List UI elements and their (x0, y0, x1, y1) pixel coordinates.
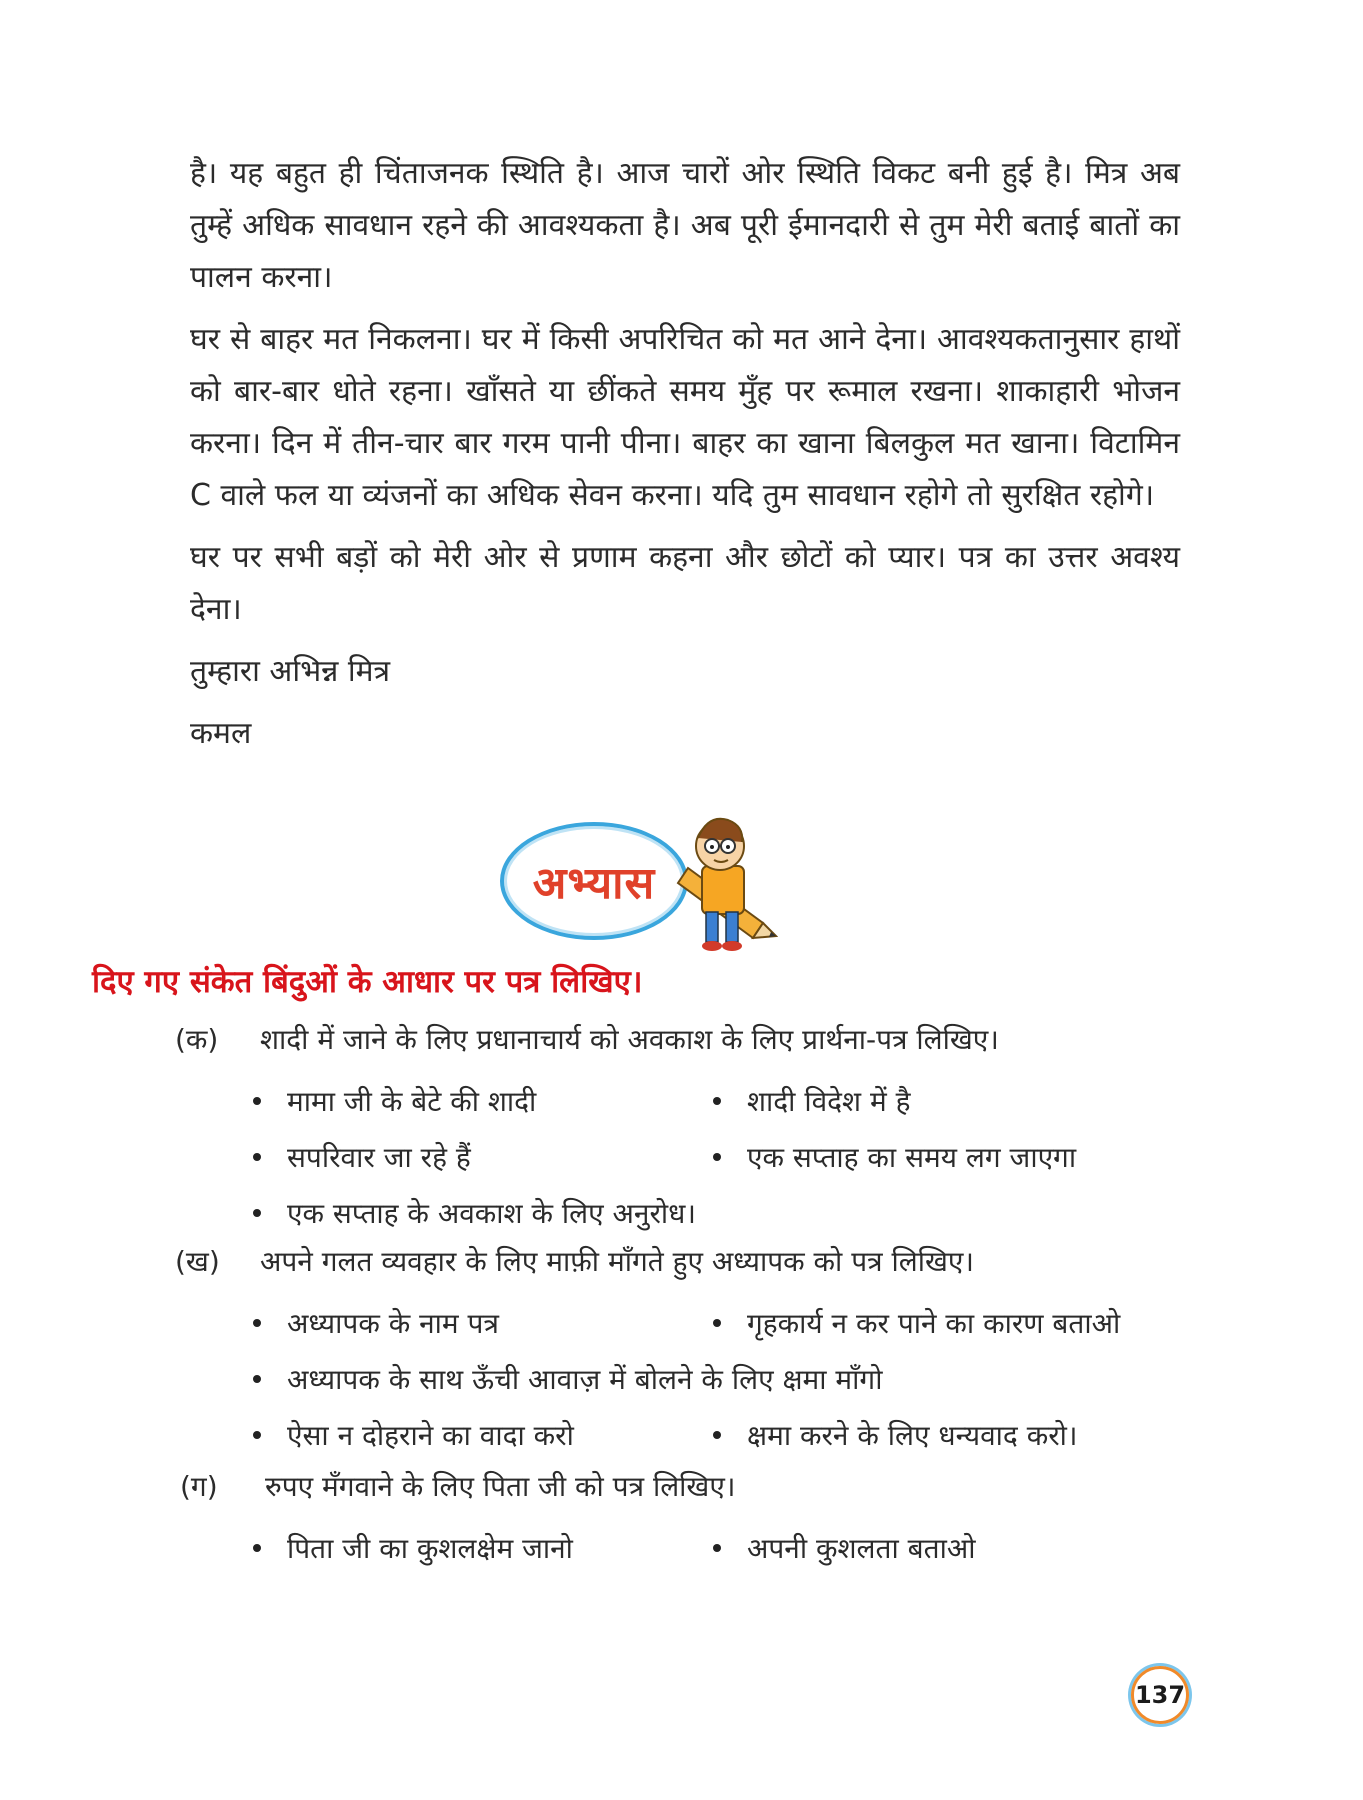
bullet-icon (713, 1431, 721, 1439)
letter-closing: तुम्हारा अभिन्न मित्र (190, 654, 391, 689)
exercise-instruction: दिए गए संकेत बिंदुओं के आधार पर पत्र लिखिए। (92, 964, 643, 1000)
exercise-badge (500, 822, 688, 940)
list-item: गृहकार्य न कर पाने का कारण बताओ (713, 1304, 1120, 1342)
bullet-icon (713, 1544, 721, 1552)
bullet-icon (253, 1209, 261, 1217)
bullet-icon (713, 1153, 721, 1161)
question-label: (ग) (180, 1470, 218, 1503)
bullet-icon (253, 1319, 261, 1327)
exercise-header (500, 808, 780, 958)
bullet-icon (253, 1097, 261, 1105)
bullet-icon (713, 1097, 721, 1105)
letter-body (190, 148, 1180, 770)
list-item: पिता जी का कुशलक्षेम जानो (253, 1529, 713, 1567)
list-item: अध्यापक के नाम पत्र (253, 1304, 713, 1342)
question-ka (175, 1015, 1076, 1241)
question-text: शादी में जाने के लिए प्रधानाचार्य को अवकाश के लिए प्रार्थना-पत्र लिखिए। (260, 1023, 999, 1056)
letter-paragraph-3: घर पर सभी बड़ों को मेरी ओर से प्रणाम कहना और छोटों को प्यार। पत्र का उत्तर अवश्य देना। (190, 540, 1180, 627)
question-text: अपने गलत व्यवहार के लिए माफ़ी माँगते हुए अध्यापक को पत्र लिखिए। (260, 1245, 974, 1278)
question-label: (क) (175, 1023, 219, 1056)
question-kha (175, 1237, 1120, 1463)
hint-list (253, 1073, 1076, 1241)
question-ga (180, 1462, 975, 1576)
list-item: मामा जी के बेटे की शादी (253, 1082, 713, 1120)
letter-signature: कमल (190, 716, 252, 751)
list-item: एक सप्ताह के अवकाश के लिए अनुरोध। (253, 1194, 696, 1232)
list-item: एक सप्ताह का समय लग जाएगा (713, 1138, 1076, 1176)
list-item: ऐसा न दोहराने का वादा करो (253, 1416, 713, 1454)
bullet-icon (253, 1544, 261, 1552)
question-label: (ख) (175, 1245, 220, 1278)
exercise-title: अभ्यास (532, 858, 656, 909)
bullet-icon (253, 1431, 261, 1439)
hint-list (253, 1295, 1120, 1463)
question-text: रुपए मँगवाने के लिए पिता जी को पत्र लिखिए। (265, 1470, 736, 1503)
bullet-icon (713, 1319, 721, 1327)
page-number: 137 (1134, 1681, 1186, 1709)
hint-list (253, 1520, 975, 1576)
list-item: अपनी कुशलता बताओ (713, 1529, 975, 1567)
page-number-badge (1127, 1662, 1193, 1728)
list-item: अध्यापक के साथ ऊँची आवाज़ में बोलने के लिए क्षमा माँगो (253, 1360, 882, 1398)
letter-paragraph-1: है। यह बहुत ही चिंताजनक स्थिति है। आज चारों ओर स्थिति विकट बनी हुई है। मित्र अब तुम्हें अधिक सावधान रहने की आवश्यकता है। अब पूरी ईमानदारी से तुम मेरी बताई बातों का पालन करना। (190, 156, 1180, 295)
bullet-icon (253, 1153, 261, 1161)
list-item: क्षमा करने के लिए धन्यवाद करो। (713, 1416, 1078, 1454)
letter-paragraph-2: घर से बाहर मत निकलना। घर में किसी अपरिचित को मत आने देना। आवश्यकतानुसार हाथों को बार-बार धोते रहना। खाँसते या छींकते समय मुँह पर रूमाल रखना। शाकाहारी भोजन करना। दिन में तीन-चार बार गरम पानी पीना। बाहर का खाना बिलकुल मत खाना। विटामिन C वाले फल या व्यंजनों का अधिक सेवन करना। यदि तुम सावधान रहोगे तो सुरक्षित रहोगे। (190, 322, 1180, 513)
bullet-icon (253, 1375, 261, 1383)
list-item: सपरिवार जा रहे हैं (253, 1138, 713, 1176)
list-item: शादी विदेश में है (713, 1082, 910, 1120)
pencil-boy-mascot-icon (668, 808, 778, 958)
